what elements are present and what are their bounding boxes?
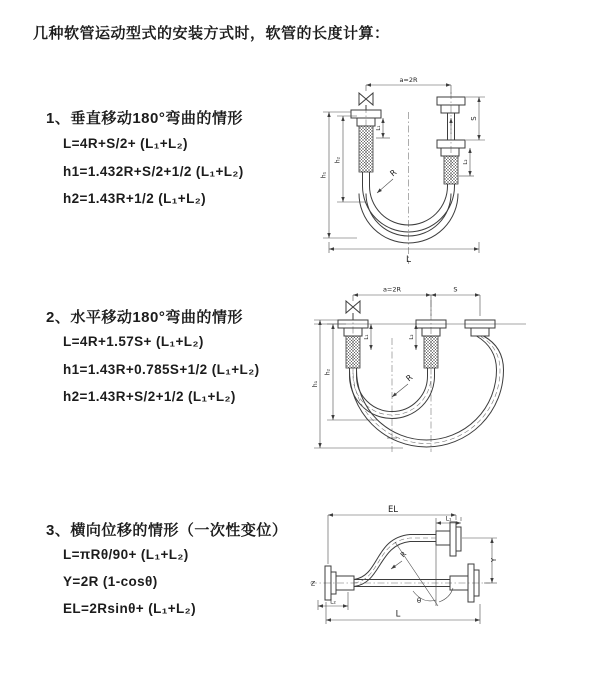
dim-label-l1: L₁ xyxy=(376,125,382,131)
dim-label-s: S xyxy=(453,285,458,294)
dimension-h1 xyxy=(321,112,358,238)
middle-pipe xyxy=(416,320,446,376)
page-title: 几种软管运动型式的安装方式时，软管的长度计算： xyxy=(33,25,390,42)
section-3-heading: 3、横向位移的情形（一次性变位） xyxy=(46,522,288,539)
radius-label: R xyxy=(399,550,409,560)
formula-line: h1=1.43R+0.785S+1/2 (L₁+L₂) xyxy=(63,362,260,377)
dim-label-h2: h₂ xyxy=(324,368,332,376)
dim-label-l2: L₂ xyxy=(463,159,469,165)
dimension-s xyxy=(466,97,485,140)
dim-label-h2: h₂ xyxy=(334,156,342,164)
end-mark: Z xyxy=(310,579,316,588)
formula-line: Y=2R (1-cosθ) xyxy=(63,574,158,589)
dim-label-l1: L₁ xyxy=(364,334,370,340)
diagram-horizontal-180-bend xyxy=(308,280,600,465)
dim-label-h1: h₁ xyxy=(312,380,319,388)
dim-label-el: EL xyxy=(387,505,399,515)
dimension-a2r xyxy=(366,76,451,94)
right-flange-displaced xyxy=(436,522,461,556)
diagram-lateral-displacement xyxy=(298,502,600,647)
formula-line: h2=1.43R+S/2+1/2 (L₁+L₂) xyxy=(63,389,236,404)
dim-label-h1: h₁ xyxy=(320,171,328,179)
dimension-l1 xyxy=(436,516,461,525)
dim-label-a2r: a=2R xyxy=(399,76,418,84)
radius-label: R xyxy=(404,372,415,384)
dim-label-l2: L₂ xyxy=(330,598,336,606)
dimension-el xyxy=(328,505,456,564)
dimension-a2r xyxy=(353,286,480,317)
dim-label-l2: L₂ xyxy=(409,334,415,340)
left-pipe xyxy=(338,320,368,376)
section-1-heading: 1、垂直移动180°弯曲的情形 xyxy=(46,110,243,127)
dim-label-y: Y xyxy=(490,557,498,563)
length-label: L xyxy=(405,255,412,265)
formula-line: L=4R+1.57S+ (L₁+L₂) xyxy=(63,334,204,349)
formula-line: EL=2Rsinθ+ (L₁+L₂) xyxy=(63,601,196,616)
dim-label-l1: L₁ xyxy=(445,515,452,523)
radius-callout xyxy=(377,168,399,193)
formula-line: h2=1.43R+1/2 (L₁+L₂) xyxy=(63,191,207,206)
length-label: L xyxy=(395,609,401,620)
dimension-l2 xyxy=(459,148,474,176)
radius-callout xyxy=(391,550,408,569)
formula-line: L=4R+S/2+ (L₁+L₂) xyxy=(63,136,188,151)
formula-line: L=πRθ/90+ (L₁+L₂) xyxy=(63,547,189,562)
valve-icon xyxy=(346,301,360,320)
diagram-vertical-180-bend xyxy=(313,72,598,267)
dimension-l2 xyxy=(409,324,418,350)
centerlines xyxy=(353,300,431,452)
dimension-l-total xyxy=(326,602,480,624)
dimension-l2 xyxy=(318,592,348,610)
angle-label: θ xyxy=(416,597,422,605)
dimension-l1 xyxy=(376,118,390,138)
dimension-l-total xyxy=(329,242,479,265)
dim-label-s: S xyxy=(470,116,478,121)
formula-line: h1=1.432R+S/2+1/2 (L₁+L₂) xyxy=(63,164,244,179)
right-pipe xyxy=(465,320,495,336)
section-2-heading: 2、水平移动180°弯曲的情形 xyxy=(46,309,243,326)
radius-callout xyxy=(392,373,415,397)
dim-label-a2r: a=2R xyxy=(382,285,402,294)
radius-label: R xyxy=(388,167,399,179)
valve-icon xyxy=(359,93,373,110)
dimension-h2 xyxy=(335,116,366,202)
